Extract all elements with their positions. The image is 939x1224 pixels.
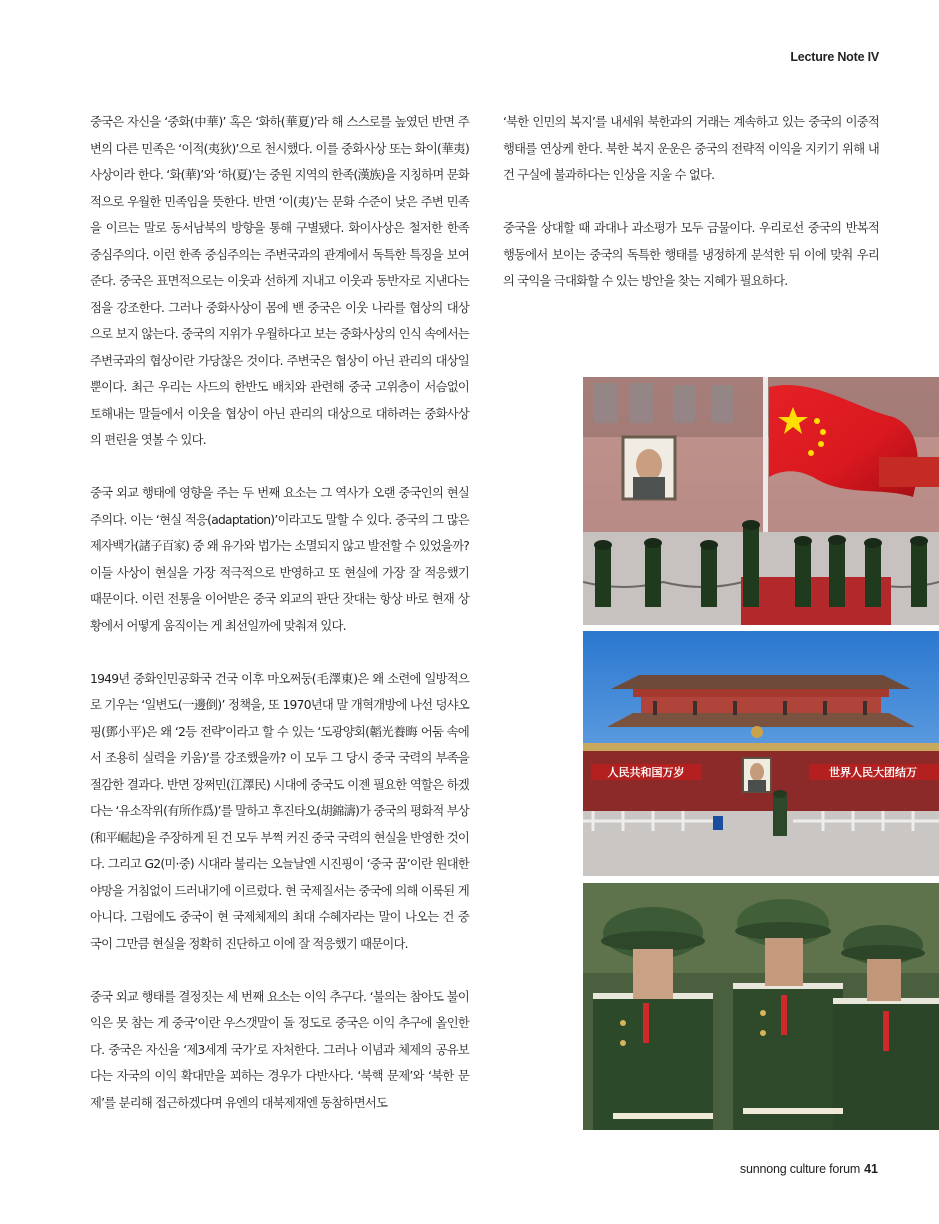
soldiers-illustration bbox=[583, 883, 939, 1130]
tiananmen-gate-illustration bbox=[583, 631, 939, 876]
gate-banner-left: 人民共和国万岁 bbox=[607, 766, 685, 779]
body-column-right bbox=[503, 109, 879, 295]
paragraph: 중국을 상대할 때 과대나 과소평가 모두 금물이다. 우리로선 중국의 반복적 행동에서 보이는 중국의 독특한 행태를 냉정하게 분석한 뒤 이에 맞춰 우리의 국익을 극대화할 수 있는 방안을 찾는 지혜가 필요하다. bbox=[503, 221, 879, 288]
gate-banner-right: 世界人民大团结万 bbox=[829, 766, 917, 779]
flag-ceremony-photo bbox=[583, 377, 939, 625]
paragraph: 중국 외교 행태에 영향을 주는 두 번째 요소는 그 역사가 오랜 중국인의 현실주의다. 이는 ‘현실 적응(adaptation)’이라고도 말할 수 있다. 중국의 그 많은 제자백가(諸子百家) 중 왜 유가와 법가는 소멸되지 않고 발전할 수 있었을까? 이들 사상이 현실을 가장 적극적으로 반영하고 또 현실에 가장 잘 적응했기 때문이다. 이런 전통을 이어받은 중국 외교의 판단 잣대는 항상 바로 현재 상황에서 어떻게 움직이는 게 최선일까에 맞춰져 있다. bbox=[90, 486, 469, 633]
tiananmen-gate-photo bbox=[583, 631, 939, 876]
paragraph: ‘북한 인민의 복지’를 내세워 북한과의 거래는 계속하고 있는 중국의 이중적 행태를 연상케 한다. 북한 복지 운운은 중국의 전략적 이익을 지키기 위해 내건 구실에 불과하다는 인상을 지울 수 없다. bbox=[503, 115, 879, 182]
paragraph: 중국은 자신을 ‘중화(中華)’ 혹은 ‘화하(華夏)’라 해 스스로를 높였던 반면 주변의 다른 민족은 ‘이적(夷狄)’으로 천시했다. 이를 중화사상 또는 화이(華夷)사상이라 한다. ‘화(華)’와 ‘하(夏)’는 중원 지역의 한족(漢族)을 지칭하며 문화적으로 우월한 민족임을 뜻한다. 반면 ‘이(夷)’는 문화 수준이 낮은 주변 민족을 이르는 말로 동서남북의 방향을 통해 구별됐다. 화이사상은 철저한 한족 중심주의다. 이런 한족 중심주의는 주변국과의 관계에서 독특한 특징을 보여준다. 중국은 표면적으로는 이웃과 선하게 지내고 이웃과 동반자로 지낸다는 점을 강조한다. 그러나 중화사상이 몸에 밴 중국은 이웃 나라를 협상의 대상으로 보지 않는다. 중국의 지위가 우월하다고 보는 중화사상의 인식 속에서는 주변국과의 협상이란 가당찮은 것이다. 주변국은 협상이 아닌 관리의 대상일 뿐이다. 최근 우리는 사드의 한반도 배치와 관련해 중국 고위층이 서슴없이 토해내는 말들에서 이웃을 협상이 아닌 관리의 대상으로 대하려는 중화사상의 편린을 엿볼 수 있다. bbox=[90, 115, 469, 447]
page-footer bbox=[740, 1162, 878, 1176]
section-label: Lecture Note IV bbox=[790, 50, 879, 64]
publication-name: sunnong culture forum bbox=[739, 1162, 861, 1176]
soldiers-photo bbox=[583, 883, 939, 1130]
paragraph: 중국 외교 행태를 결정짓는 세 번째 요소는 이익 추구다. ‘불의는 참아도 불이익은 못 참는 게 중국’이란 우스갯말이 돌 정도로 중국은 이익 추구에 올인한다. 중국은 자신을 ‘제3세계 국가’로 자처한다. 그러나 이념과 체제의 공유보다는 자국의 이익 확대만을 꾀하는 경우가 다반사다. ‘북핵 문제’와 ‘북한 문제’를 분리해 접근하겠다며 유엔의 대북제재엔 동참하면서도 bbox=[90, 989, 469, 1110]
body-column-left bbox=[90, 109, 469, 1116]
page-number: 41 bbox=[864, 1162, 878, 1176]
flag-ceremony-illustration bbox=[583, 377, 939, 625]
paragraph: 1949년 중화인민공화국 건국 이후 마오쩌둥(毛澤東)은 왜 소련에 일방적으로 기우는 ‘일변도(一邊倒)’ 정책을, 또 1970년대 말 개혁개방에 나선 덩샤오핑(鄧小平)은 왜 ‘2등 전략’이라고 할 수 있는 ‘도광양회(韜光養晦 어둠 속에서 조용히 실력을 키움)’를 강조했을까? 이 모두 그 당시 중국 국력의 부족을 절감한 결과다. 반면 장쩌민(江澤民) 시대에 중국도 이젠 필요한 역할은 하겠다는 ‘유소작위(有所作爲)’를 말하고 후진타오(胡錦濤)가 중국의 평화적 부상(和平崛起)을 주장하게 된 건 모두 부쩍 커진 중국 국력의 현실을 반영한 것이다. 그리고 G2(미·중) 시대라 불리는 오늘날엔 시진핑이 ‘중국 꿈’이란 원대한 야망을 거침없이 드러내기에 이르렀다. 현 국제질서는 중국에 의해 이룩된 게 아니다. 그럼에도 중국이 현 국제체제의 최대 수혜자라는 말이 나오는 건 중국이 그만큼 현실을 정확히 진단하고 이에 잘 적응했기 때문이다. bbox=[90, 671, 469, 951]
